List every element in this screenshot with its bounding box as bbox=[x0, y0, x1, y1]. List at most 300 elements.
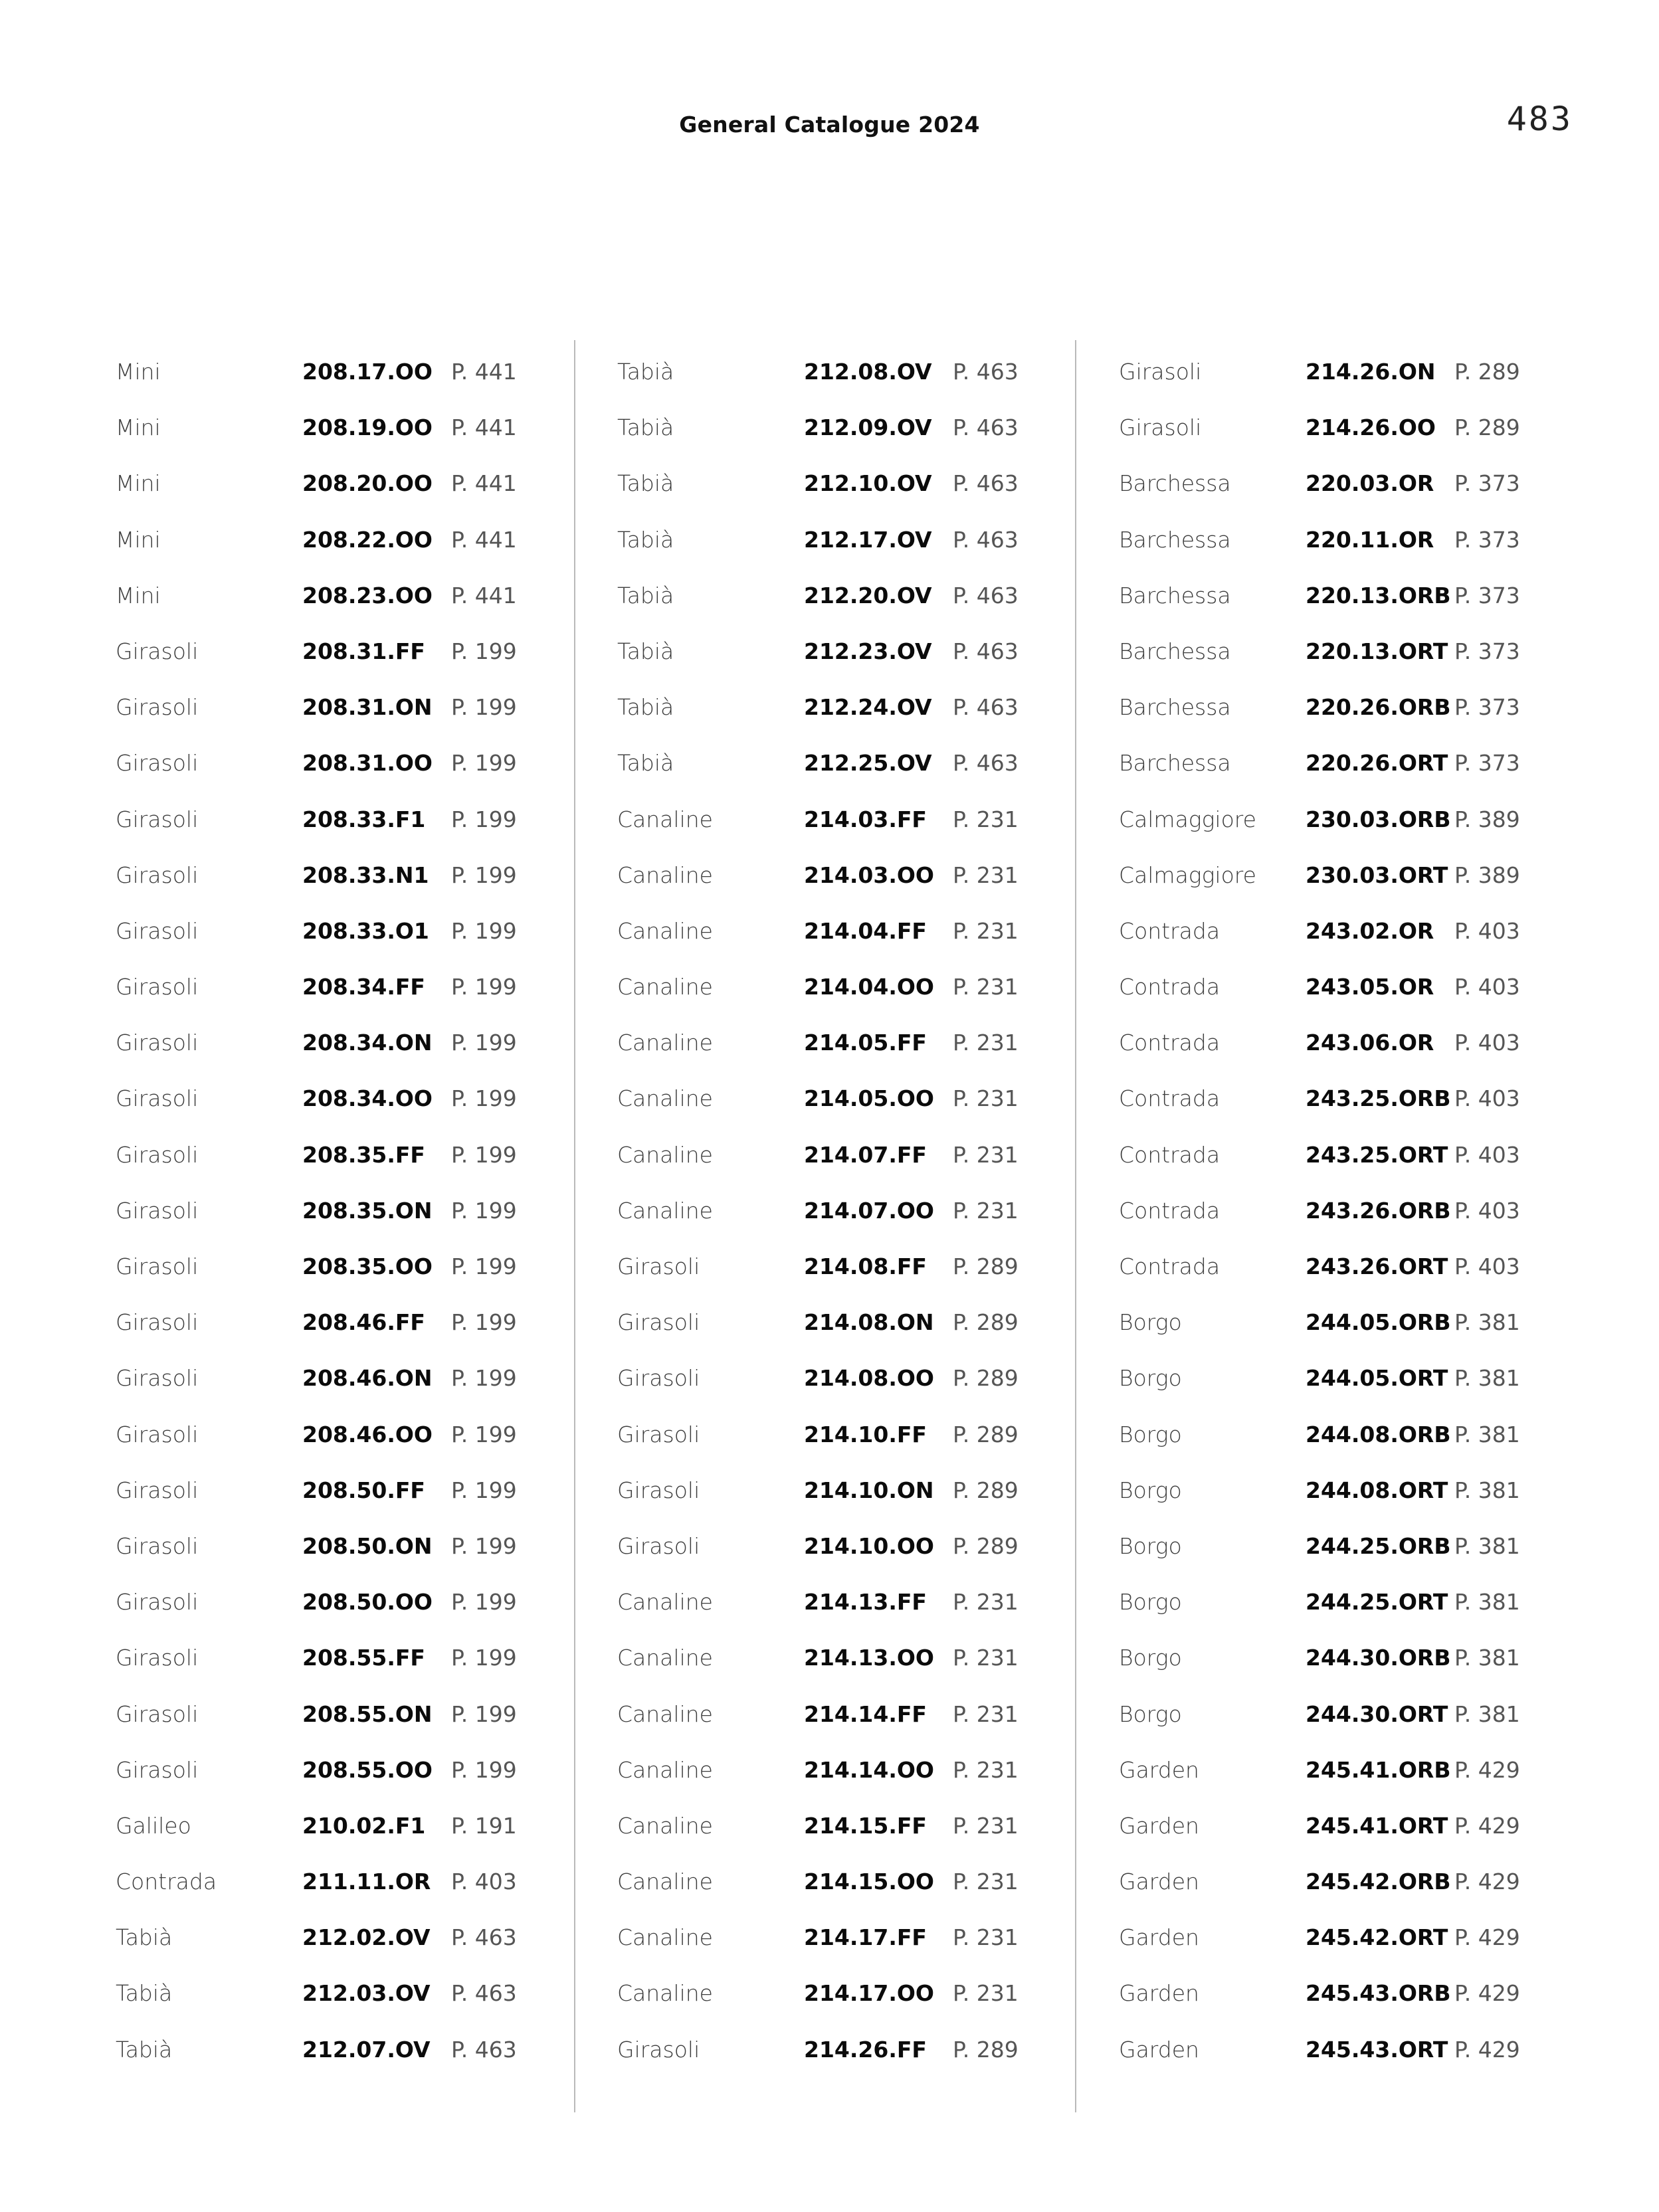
index-row bbox=[1119, 2027, 1577, 2082]
product-name: Girasoli bbox=[617, 1421, 700, 1447]
product-code: 208.35.FF bbox=[302, 1141, 425, 1168]
page-reference: P. 441 bbox=[451, 359, 517, 385]
index-row bbox=[1119, 1467, 1577, 1523]
product-name: Canaline bbox=[617, 862, 713, 888]
page-reference: P. 199 bbox=[451, 1701, 517, 1727]
product-code: 244.05.ORT bbox=[1306, 1365, 1448, 1392]
product-name: Girasoli bbox=[116, 806, 199, 832]
index-row bbox=[116, 1188, 574, 1244]
page-reference: P. 199 bbox=[451, 1532, 517, 1559]
product-code: 208.31.OO bbox=[302, 750, 433, 777]
index-row bbox=[116, 349, 574, 405]
product-name: Canaline bbox=[617, 1141, 713, 1168]
index-row bbox=[617, 1691, 1076, 1747]
product-name: Garden bbox=[1119, 1980, 1199, 2007]
product-code: 244.30.ORT bbox=[1306, 1701, 1448, 1727]
product-name: Garden bbox=[1119, 1812, 1199, 1839]
index-row bbox=[617, 1299, 1076, 1355]
page-reference: P. 463 bbox=[953, 750, 1019, 777]
product-name: Galileo bbox=[116, 1812, 191, 1839]
index-row bbox=[116, 1635, 574, 1691]
index-row bbox=[116, 628, 574, 684]
product-name: Barchessa bbox=[1119, 638, 1231, 664]
product-code: 208.34.FF bbox=[302, 974, 425, 1000]
product-code: 208.46.FF bbox=[302, 1309, 425, 1336]
product-name: Canaline bbox=[617, 1812, 713, 1839]
product-name: Girasoli bbox=[116, 750, 199, 777]
page-reference: P. 199 bbox=[451, 974, 517, 1000]
product-name: Canaline bbox=[617, 1980, 713, 2007]
product-name: Canaline bbox=[617, 1645, 713, 1671]
index-row bbox=[617, 1523, 1076, 1579]
index-row bbox=[1119, 1579, 1577, 1635]
product-code: 212.20.OV bbox=[804, 582, 932, 608]
product-code: 208.35.OO bbox=[302, 1253, 433, 1279]
product-name: Garden bbox=[1119, 1869, 1199, 1895]
product-code: 214.17.OO bbox=[804, 1980, 934, 2007]
product-code: 211.11.OR bbox=[302, 1869, 431, 1895]
product-code: 244.05.ORB bbox=[1306, 1309, 1451, 1336]
index-row bbox=[1119, 1244, 1577, 1299]
page-reference: P. 199 bbox=[451, 1645, 517, 1671]
product-code: 245.42.ORT bbox=[1306, 1924, 1448, 1951]
index-row bbox=[1119, 628, 1577, 684]
product-name: Tabià bbox=[617, 638, 674, 664]
index-row bbox=[617, 908, 1076, 964]
product-name: Mini bbox=[116, 470, 161, 497]
page-reference: P. 289 bbox=[953, 1477, 1019, 1503]
page-reference: P. 199 bbox=[451, 862, 517, 888]
index-row bbox=[1119, 1970, 1577, 2026]
product-name: Tabià bbox=[116, 1980, 173, 2007]
product-name: Garden bbox=[1119, 1756, 1199, 1783]
product-code: 208.33.O1 bbox=[302, 917, 429, 944]
page-reference: P. 231 bbox=[953, 1030, 1019, 1056]
product-code: 212.10.OV bbox=[804, 470, 932, 497]
product-code: 214.08.FF bbox=[804, 1253, 927, 1279]
product-name: Barchessa bbox=[1119, 582, 1231, 608]
product-name: Borgo bbox=[1119, 1477, 1182, 1503]
page-reference: P. 441 bbox=[451, 415, 517, 441]
product-code: 214.15.OO bbox=[804, 1869, 934, 1895]
product-name: Canaline bbox=[617, 1869, 713, 1895]
product-code: 230.03.ORB bbox=[1306, 806, 1451, 832]
product-code: 208.46.OO bbox=[302, 1421, 433, 1447]
product-code: 220.11.OR bbox=[1306, 526, 1434, 553]
product-code: 243.25.ORT bbox=[1306, 1141, 1448, 1168]
index-row bbox=[116, 517, 574, 573]
product-code: 212.09.OV bbox=[804, 415, 932, 441]
product-code: 212.07.OV bbox=[302, 2036, 431, 2063]
product-name: Girasoli bbox=[617, 1477, 700, 1503]
product-code: 210.02.F1 bbox=[302, 1812, 426, 1839]
page-reference: P. 289 bbox=[1454, 359, 1520, 385]
product-name: Contrada bbox=[116, 1869, 217, 1895]
page-reference: P. 373 bbox=[1454, 470, 1520, 497]
page-reference: P. 231 bbox=[953, 1701, 1019, 1727]
page-reference: P. 389 bbox=[1454, 862, 1520, 888]
product-name: Contrada bbox=[1119, 1141, 1220, 1168]
product-code: 212.25.OV bbox=[804, 750, 932, 777]
index-row bbox=[617, 1970, 1076, 2026]
product-code: 208.31.FF bbox=[302, 638, 425, 664]
page-reference: P. 199 bbox=[451, 638, 517, 664]
product-name: Girasoli bbox=[116, 1421, 199, 1447]
page-reference: P. 231 bbox=[953, 1980, 1019, 2007]
product-code: 208.50.ON bbox=[302, 1532, 433, 1559]
index-row bbox=[1119, 460, 1577, 516]
product-code: 208.17.OO bbox=[302, 359, 433, 385]
product-code: 208.20.OO bbox=[302, 470, 433, 497]
index-column-3 bbox=[1119, 349, 1577, 2082]
page-reference: P. 373 bbox=[1454, 694, 1520, 721]
page-reference: P. 199 bbox=[451, 1085, 517, 1112]
product-name: Tabià bbox=[617, 694, 674, 721]
page-reference: P. 463 bbox=[953, 359, 1019, 385]
index-column-2 bbox=[617, 349, 1076, 2082]
product-name: Contrada bbox=[1119, 1085, 1220, 1112]
index-row bbox=[1119, 1747, 1577, 1803]
index-row bbox=[617, 1803, 1076, 1859]
product-name: Mini bbox=[116, 526, 161, 553]
product-name: Girasoli bbox=[116, 1477, 199, 1503]
index-row bbox=[1119, 1803, 1577, 1859]
product-code: 220.03.OR bbox=[1306, 470, 1434, 497]
product-code: 214.13.OO bbox=[804, 1645, 934, 1671]
product-code: 208.33.F1 bbox=[302, 806, 426, 832]
page-reference: P. 199 bbox=[451, 1197, 517, 1224]
product-name: Girasoli bbox=[116, 1365, 199, 1392]
product-name: Garden bbox=[1119, 1924, 1199, 1951]
product-code: 244.08.ORB bbox=[1306, 1421, 1451, 1447]
product-code: 214.03.FF bbox=[804, 806, 927, 832]
index-row bbox=[1119, 1914, 1577, 1970]
index-row bbox=[1119, 405, 1577, 460]
index-row bbox=[617, 349, 1076, 405]
product-code: 214.05.OO bbox=[804, 1085, 934, 1112]
index-row bbox=[1119, 1020, 1577, 1075]
product-code: 243.02.OR bbox=[1306, 917, 1434, 944]
product-name: Tabià bbox=[116, 2036, 173, 2063]
product-code: 214.17.FF bbox=[804, 1924, 927, 1951]
page-reference: P. 231 bbox=[953, 862, 1019, 888]
product-code: 245.41.ORT bbox=[1306, 1812, 1448, 1839]
page-reference: P. 289 bbox=[953, 1532, 1019, 1559]
product-code: 208.23.OO bbox=[302, 582, 433, 608]
product-code: 243.05.OR bbox=[1306, 974, 1434, 1000]
index-column-1 bbox=[116, 349, 574, 2082]
product-code: 208.22.OO bbox=[302, 526, 433, 553]
page-reference: P. 199 bbox=[451, 1309, 517, 1336]
page-reference: P. 231 bbox=[953, 1812, 1019, 1839]
page-reference: P. 231 bbox=[953, 1589, 1019, 1615]
page-reference: P. 463 bbox=[451, 1980, 517, 2007]
product-name: Canaline bbox=[617, 806, 713, 832]
product-name: Borgo bbox=[1119, 1589, 1182, 1615]
page-reference: P. 231 bbox=[953, 1085, 1019, 1112]
page-reference: P. 463 bbox=[451, 2036, 517, 2063]
product-code: 212.03.OV bbox=[302, 1980, 431, 2007]
product-code: 208.34.ON bbox=[302, 1030, 433, 1056]
index-row bbox=[116, 1467, 574, 1523]
product-name: Borgo bbox=[1119, 1645, 1182, 1671]
page-reference: P. 403 bbox=[1454, 1030, 1520, 1056]
product-code: 220.26.ORB bbox=[1306, 694, 1451, 721]
page-reference: P. 231 bbox=[953, 974, 1019, 1000]
index-row bbox=[116, 1075, 574, 1131]
index-row bbox=[617, 405, 1076, 460]
index-row bbox=[617, 1747, 1076, 1803]
product-name: Girasoli bbox=[116, 694, 199, 721]
index-row bbox=[617, 628, 1076, 684]
product-code: 245.43.ORB bbox=[1306, 1980, 1451, 2007]
index-row bbox=[617, 684, 1076, 740]
index-row bbox=[116, 964, 574, 1020]
page-reference: P. 381 bbox=[1454, 1589, 1520, 1615]
index-row bbox=[1119, 1355, 1577, 1411]
product-code: 243.26.ORB bbox=[1306, 1197, 1451, 1224]
product-name: Girasoli bbox=[116, 1532, 199, 1559]
product-name: Girasoli bbox=[116, 1309, 199, 1336]
product-name: Girasoli bbox=[116, 974, 199, 1000]
product-code: 214.13.FF bbox=[804, 1589, 927, 1615]
page-reference: P. 199 bbox=[451, 1253, 517, 1279]
page-reference: P. 231 bbox=[953, 1197, 1019, 1224]
index-row bbox=[116, 460, 574, 516]
product-code: 214.04.FF bbox=[804, 917, 927, 944]
page-reference: P. 289 bbox=[953, 1421, 1019, 1447]
product-name: Canaline bbox=[617, 1085, 713, 1112]
product-code: 208.33.N1 bbox=[302, 862, 429, 888]
product-code: 243.06.OR bbox=[1306, 1030, 1434, 1056]
index-row bbox=[1119, 1635, 1577, 1691]
page-reference: P. 381 bbox=[1454, 1645, 1520, 1671]
page-reference: P. 199 bbox=[451, 1421, 517, 1447]
page-reference: P. 231 bbox=[953, 1869, 1019, 1895]
index-row bbox=[1119, 964, 1577, 1020]
index-row bbox=[617, 2027, 1076, 2082]
page-reference: P. 463 bbox=[953, 638, 1019, 664]
page-reference: P. 199 bbox=[451, 806, 517, 832]
index-row bbox=[116, 1914, 574, 1970]
product-name: Canaline bbox=[617, 917, 713, 944]
product-code: 208.55.OO bbox=[302, 1756, 433, 1783]
product-name: Girasoli bbox=[617, 1532, 700, 1559]
index-row bbox=[116, 573, 574, 628]
product-name: Girasoli bbox=[116, 1253, 199, 1279]
product-name: Borgo bbox=[1119, 1532, 1182, 1559]
page-reference: P. 199 bbox=[451, 1756, 517, 1783]
product-code: 214.07.OO bbox=[804, 1197, 934, 1224]
index-row bbox=[116, 1523, 574, 1579]
index-row bbox=[116, 852, 574, 908]
index-row bbox=[116, 1579, 574, 1635]
page-reference: P. 199 bbox=[451, 1141, 517, 1168]
product-code: 208.31.ON bbox=[302, 694, 433, 721]
product-name: Girasoli bbox=[116, 638, 199, 664]
product-name: Canaline bbox=[617, 1589, 713, 1615]
product-name: Girasoli bbox=[617, 2036, 700, 2063]
product-name: Girasoli bbox=[116, 1756, 199, 1783]
product-code: 214.26.FF bbox=[804, 2036, 927, 2063]
page-reference: P. 289 bbox=[1454, 415, 1520, 441]
index-row bbox=[617, 1132, 1076, 1188]
page-reference: P. 381 bbox=[1454, 1477, 1520, 1503]
index-row bbox=[617, 1244, 1076, 1299]
page-reference: P. 463 bbox=[953, 582, 1019, 608]
index-row bbox=[1119, 517, 1577, 573]
index-row bbox=[617, 852, 1076, 908]
page-reference: P. 381 bbox=[1454, 1701, 1520, 1727]
page-reference: P. 429 bbox=[1454, 2036, 1520, 2063]
product-code: 212.02.OV bbox=[302, 1924, 431, 1951]
product-name: Tabià bbox=[617, 582, 674, 608]
page-reference: P. 441 bbox=[451, 582, 517, 608]
index-row bbox=[617, 740, 1076, 796]
index-row bbox=[116, 1859, 574, 1914]
product-code: 244.08.ORT bbox=[1306, 1477, 1448, 1503]
index-row bbox=[617, 964, 1076, 1020]
product-name: Girasoli bbox=[116, 1645, 199, 1671]
page-reference: P. 289 bbox=[953, 1365, 1019, 1392]
product-code: 214.10.ON bbox=[804, 1477, 934, 1503]
index-row bbox=[1119, 740, 1577, 796]
product-name: Barchessa bbox=[1119, 470, 1231, 497]
product-name: Canaline bbox=[617, 1756, 713, 1783]
product-name: Garden bbox=[1119, 2036, 1199, 2063]
product-name: Borgo bbox=[1119, 1421, 1182, 1447]
page-reference: P. 373 bbox=[1454, 638, 1520, 664]
product-code: 214.26.ON bbox=[1306, 359, 1436, 385]
index-row bbox=[617, 1075, 1076, 1131]
product-code: 214.08.ON bbox=[804, 1309, 934, 1336]
product-code: 214.03.OO bbox=[804, 862, 934, 888]
index-row bbox=[116, 405, 574, 460]
page-reference: P. 429 bbox=[1454, 1869, 1520, 1895]
index-row bbox=[617, 1355, 1076, 1411]
product-code: 245.43.ORT bbox=[1306, 2036, 1448, 2063]
page-reference: P. 403 bbox=[1454, 917, 1520, 944]
product-code: 214.10.OO bbox=[804, 1532, 934, 1559]
page-reference: P. 381 bbox=[1454, 1309, 1520, 1336]
index-row bbox=[1119, 1412, 1577, 1467]
page-reference: P. 191 bbox=[451, 1812, 517, 1839]
index-row bbox=[116, 1355, 574, 1411]
product-code: 230.03.ORT bbox=[1306, 862, 1448, 888]
product-code: 243.26.ORT bbox=[1306, 1253, 1448, 1279]
product-code: 208.55.FF bbox=[302, 1645, 425, 1671]
index-row bbox=[1119, 1691, 1577, 1747]
page-reference: P. 441 bbox=[451, 526, 517, 553]
page-number: 483 bbox=[1506, 100, 1573, 138]
product-name: Borgo bbox=[1119, 1701, 1182, 1727]
product-code: 214.07.FF bbox=[804, 1141, 927, 1168]
product-name: Tabià bbox=[617, 359, 674, 385]
page-reference: P. 381 bbox=[1454, 1421, 1520, 1447]
index-row bbox=[617, 1188, 1076, 1244]
product-name: Girasoli bbox=[1119, 359, 1202, 385]
product-name: Tabià bbox=[617, 750, 674, 777]
index-row bbox=[116, 1747, 574, 1803]
page-reference: P. 403 bbox=[1454, 1141, 1520, 1168]
index-row bbox=[116, 1970, 574, 2026]
page-reference: P. 463 bbox=[953, 470, 1019, 497]
page-reference: P. 381 bbox=[1454, 1365, 1520, 1392]
page-reference: P. 403 bbox=[1454, 1085, 1520, 1112]
product-name: Barchessa bbox=[1119, 750, 1231, 777]
page-reference: P. 373 bbox=[1454, 582, 1520, 608]
index-row bbox=[116, 1020, 574, 1075]
product-code: 208.19.OO bbox=[302, 415, 433, 441]
index-row bbox=[1119, 908, 1577, 964]
product-name: Canaline bbox=[617, 1701, 713, 1727]
index-row bbox=[1119, 1299, 1577, 1355]
product-name: Girasoli bbox=[116, 1589, 199, 1615]
product-name: Calmaggiore bbox=[1119, 862, 1256, 888]
index-row bbox=[617, 517, 1076, 573]
product-code: 244.30.ORB bbox=[1306, 1645, 1451, 1671]
index-row bbox=[116, 1691, 574, 1747]
product-name: Borgo bbox=[1119, 1309, 1182, 1336]
product-code: 245.42.ORB bbox=[1306, 1869, 1451, 1895]
page-reference: P. 231 bbox=[953, 1924, 1019, 1951]
product-code: 214.10.FF bbox=[804, 1421, 927, 1447]
product-code: 212.08.OV bbox=[804, 359, 932, 385]
page-reference: P. 199 bbox=[451, 1030, 517, 1056]
product-code: 208.35.ON bbox=[302, 1197, 433, 1224]
index-row bbox=[1119, 1132, 1577, 1188]
index-row bbox=[617, 1020, 1076, 1075]
page-reference: P. 199 bbox=[451, 1589, 517, 1615]
product-code: 208.34.OO bbox=[302, 1085, 433, 1112]
index-row bbox=[116, 740, 574, 796]
product-name: Girasoli bbox=[617, 1253, 700, 1279]
product-name: Contrada bbox=[1119, 974, 1220, 1000]
page-title: General Catalogue 2024 bbox=[679, 112, 980, 138]
product-name: Mini bbox=[116, 582, 161, 608]
product-name: Girasoli bbox=[116, 1701, 199, 1727]
product-code: 214.14.FF bbox=[804, 1701, 927, 1727]
page-reference: P. 199 bbox=[451, 694, 517, 721]
page-reference: P. 429 bbox=[1454, 1812, 1520, 1839]
product-name: Girasoli bbox=[116, 917, 199, 944]
index-row bbox=[1119, 349, 1577, 405]
page-reference: P. 199 bbox=[451, 1365, 517, 1392]
column-divider bbox=[574, 340, 575, 2112]
page-reference: P. 429 bbox=[1454, 1980, 1520, 2007]
index-row bbox=[617, 573, 1076, 628]
product-name: Borgo bbox=[1119, 1365, 1182, 1392]
page-reference: P. 373 bbox=[1454, 526, 1520, 553]
product-code: 220.13.ORB bbox=[1306, 582, 1451, 608]
product-code: 244.25.ORT bbox=[1306, 1589, 1448, 1615]
product-name: Girasoli bbox=[116, 1030, 199, 1056]
product-code: 214.15.FF bbox=[804, 1812, 927, 1839]
index-row bbox=[617, 1914, 1076, 1970]
index-row bbox=[617, 1467, 1076, 1523]
product-code: 208.55.ON bbox=[302, 1701, 433, 1727]
product-code: 208.50.FF bbox=[302, 1477, 425, 1503]
product-name: Contrada bbox=[1119, 1197, 1220, 1224]
product-name: Canaline bbox=[617, 1030, 713, 1056]
page-reference: P. 463 bbox=[953, 526, 1019, 553]
product-name: Girasoli bbox=[617, 1309, 700, 1336]
product-code: 214.04.OO bbox=[804, 974, 934, 1000]
product-name: Canaline bbox=[617, 974, 713, 1000]
page-reference: P. 463 bbox=[451, 1924, 517, 1951]
page-reference: P. 403 bbox=[1454, 974, 1520, 1000]
product-code: 214.08.OO bbox=[804, 1365, 934, 1392]
